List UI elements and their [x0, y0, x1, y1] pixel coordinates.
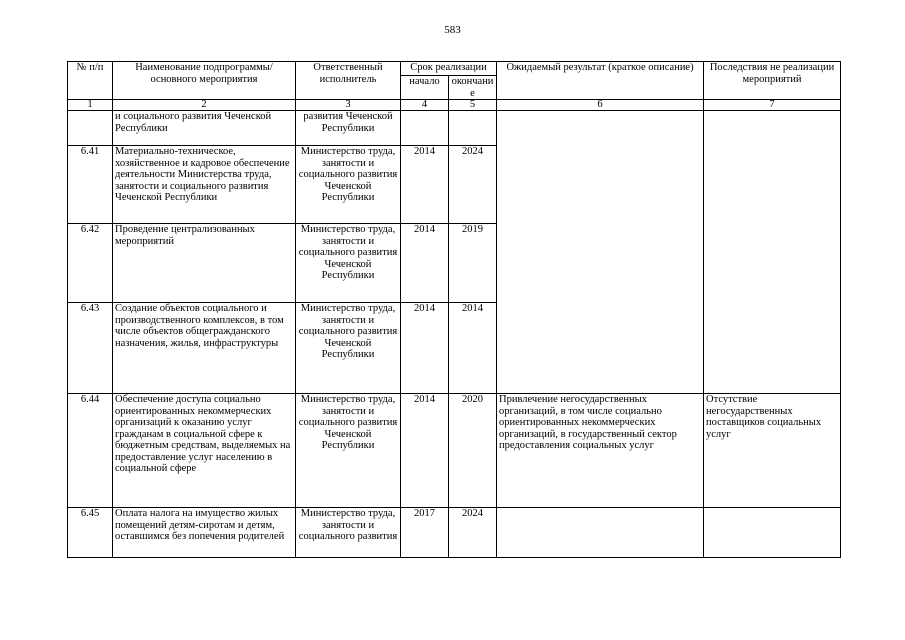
row-responsible: Министерство труда, занятости и социального развития Чеченской Республики: [296, 224, 401, 303]
row-start: 2017: [401, 508, 449, 558]
column-number: 7: [704, 100, 841, 111]
row-name: и социального развития Чеченской Республики: [113, 111, 296, 146]
column-number-row: [68, 100, 841, 111]
header-period: Срок реализации: [401, 62, 497, 76]
row-num: [68, 111, 113, 146]
row-consequences: [704, 508, 841, 558]
row-responsible: Министерство труда, занятости и социального развития Чеченской Республики: [296, 303, 401, 394]
row-consequences: Отсутствие негосударственных поставщиков социальных услуг: [704, 394, 841, 508]
row-name: Проведение централизованных мероприятий: [113, 224, 296, 303]
row-name: Оплата налога на имущество жилых помещений детям-сиротам и детям, оставшимся без попечения родителей: [113, 508, 296, 558]
column-number: 6: [497, 100, 704, 111]
row-start: [401, 111, 449, 146]
page-number: 583: [444, 24, 461, 36]
row-end: [449, 111, 497, 146]
row-end: 2014: [449, 303, 497, 394]
header-end: окончани е: [449, 76, 497, 100]
column-number: 3: [296, 100, 401, 111]
row-end: 2024: [449, 508, 497, 558]
row-result: [497, 508, 704, 558]
row-result: [497, 111, 704, 394]
row-name: Создание объектов социального и производственного комплексов, в том числе объектов общегражданского назначения, жилья, инфраструктуры: [113, 303, 296, 394]
table-row: [68, 394, 841, 508]
row-responsible: Министерство труда, занятости и социального развития: [296, 508, 401, 558]
column-number: 1: [68, 100, 113, 111]
column-number: 2: [113, 100, 296, 111]
row-end: 2020: [449, 394, 497, 508]
row-name: Материально-техническое, хозяйственное и кадровое обеспечение деятельности Министерства труда, занятости и социального развития Чеченской Республики: [113, 146, 296, 224]
row-result: Привлечение негосударственных организаций, в том числе социально ориентированных некоммерческих организаций, в государственный сектор предоставления социальных услуг: [497, 394, 704, 508]
table-row: [68, 111, 841, 146]
row-num: 6.43: [68, 303, 113, 394]
row-end: 2019: [449, 224, 497, 303]
row-num: 6.42: [68, 224, 113, 303]
column-number: 5: [449, 100, 497, 111]
row-end: 2024: [449, 146, 497, 224]
header-name: Наименование подпрограммы/ основного мероприятия: [113, 62, 296, 100]
column-number: 4: [401, 100, 449, 111]
row-start: 2014: [401, 394, 449, 508]
header-consequences: Последствия не реализации мероприятий: [704, 62, 841, 100]
row-num: 6.41: [68, 146, 113, 224]
header-row: [68, 62, 841, 76]
row-responsible: Министерство труда, занятости и социального развития Чеченской Республики: [296, 394, 401, 508]
row-num: 6.45: [68, 508, 113, 558]
header-responsible: Ответственный исполнитель: [296, 62, 401, 100]
header-result: Ожидаемый результат (краткое описание): [497, 62, 704, 100]
header-start: начало: [401, 76, 449, 100]
row-responsible: Министерство труда, занятости и социального развития Чеченской Республики: [296, 146, 401, 224]
row-responsible: развития Чеченской Республики: [296, 111, 401, 146]
row-start: 2014: [401, 146, 449, 224]
table-row: [68, 508, 841, 558]
header-num: № п/п: [68, 62, 113, 100]
program-table: [67, 61, 841, 558]
row-num: 6.44: [68, 394, 113, 508]
row-consequences: [704, 111, 841, 394]
row-start: 2014: [401, 224, 449, 303]
row-start: 2014: [401, 303, 449, 394]
row-name: Обеспечение доступа социально ориентированных некоммерческих организаций к оказанию услуг гражданам в социальной сфере к бюджетным средствам, выделяемых на предоставление услуг населению в социальной сфере: [113, 394, 296, 508]
